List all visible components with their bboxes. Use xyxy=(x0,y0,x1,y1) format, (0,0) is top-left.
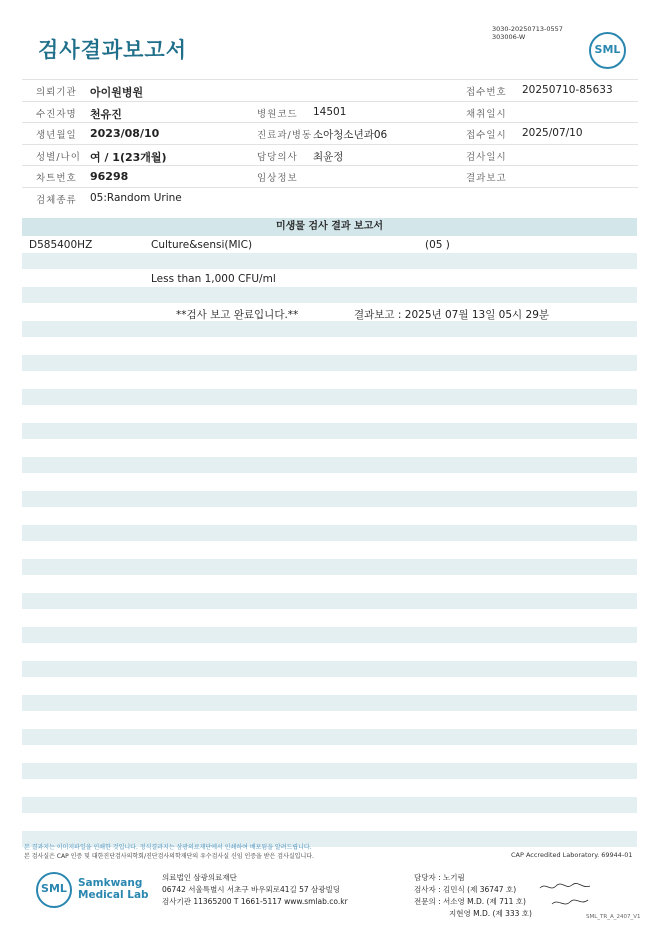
address-line-3: 검사기관 11365200 T 1661-5117 www.smlab.co.kr xyxy=(162,897,348,906)
value-birth-date: 2023/08/10 xyxy=(90,127,160,140)
doc-number-1: 3030-20250713-0557 xyxy=(492,25,563,33)
info-row xyxy=(22,79,638,102)
staff-line-3: 전문의 : 서소영 M.D. (제 711 호) xyxy=(414,897,526,906)
info-row xyxy=(22,145,638,167)
result-row-stripe xyxy=(22,287,637,303)
value-receipt-date: 2025/07/10 xyxy=(522,127,583,139)
value-sex-age: 여 / 1(23개월) xyxy=(90,150,167,164)
report-time: 결과보고 : 2025년 07월 13일 05시 29분 xyxy=(354,309,550,321)
value-receipt-no: 20250710-85633 xyxy=(522,84,613,96)
doc-number-2: 303006-W xyxy=(492,33,526,41)
document-number xyxy=(492,25,563,41)
result-row-stripe xyxy=(22,423,637,439)
value-department: 소아청소년과06 xyxy=(313,129,388,141)
page-title: 검사결과보고서 xyxy=(38,38,188,62)
value-specimen-type: 05:Random Urine xyxy=(90,191,182,204)
specimen-code: (05 ) xyxy=(425,239,450,251)
brand-line-2: Medical Lab xyxy=(78,889,149,901)
result-finding: Less than 1,000 CFU/ml xyxy=(151,273,276,285)
label-hospital-code: 병원코드 xyxy=(257,108,298,120)
result-row-stripe xyxy=(22,763,637,779)
result-row-stripe xyxy=(22,491,637,507)
signature-image xyxy=(538,880,598,910)
footer-note-cap: 본 검사실은 CAP 인증 및 대한진단검사의학회/진단검사의학재단의 우수검사실 신임 인증을 받은 검사실입니다. xyxy=(24,853,314,860)
label-clinical-info: 임상정보 xyxy=(257,173,298,184)
sml-footer-logo: SML xyxy=(36,872,72,908)
result-section-header: 미생물 검사 결과 보고서 xyxy=(22,218,637,236)
result-row-stripe xyxy=(22,661,637,677)
label-collection-date: 채취일시 xyxy=(466,108,507,120)
test-code: D585400HZ xyxy=(29,239,93,251)
label-requesting-org: 의뢰기관 xyxy=(36,87,77,98)
report-complete-message: **검사 보고 완료입니다.** xyxy=(176,309,299,321)
sml-logo: SML xyxy=(589,32,626,69)
info-row xyxy=(22,123,638,145)
result-row-stripe xyxy=(22,627,637,643)
result-row-stripe xyxy=(22,797,637,813)
result-row-stripe xyxy=(22,729,637,745)
label-chart-no: 차트번호 xyxy=(36,173,77,184)
value-patient-name: 천유진 xyxy=(90,107,122,121)
staff-line-1: 담당자 : 노기림 xyxy=(414,873,465,882)
info-row xyxy=(22,166,638,188)
value-doctor: 최윤정 xyxy=(313,150,344,163)
label-birth-date: 생년월일 xyxy=(36,130,77,141)
address-line-2: 06742 서울특별시 서초구 바우뫼로41길 57 삼광빌딩 xyxy=(162,885,341,894)
value-chart-no: 96298 xyxy=(90,170,129,183)
result-row-stripe xyxy=(22,457,637,473)
label-result-report: 결과보고 xyxy=(466,173,507,184)
footer-staff xyxy=(414,872,532,920)
result-row-stripe xyxy=(22,321,637,337)
result-row-stripe xyxy=(22,695,637,711)
label-doctor: 담당의사 xyxy=(257,151,298,163)
footer-address xyxy=(162,872,348,908)
test-name: Culture&sensi(MIC) xyxy=(151,239,253,251)
info-row xyxy=(22,188,638,209)
brand-line-1: Samkwang xyxy=(78,877,143,889)
result-row-stripe xyxy=(22,355,637,371)
label-department: 진료과/병동 xyxy=(257,130,313,141)
value-hospital-code: 14501 xyxy=(313,105,347,118)
label-sex-age: 성별/나이 xyxy=(36,151,81,163)
result-row-stripe xyxy=(22,525,637,541)
brand-name xyxy=(78,877,149,901)
cap-accreditation: CAP Accredited Laboratory. 69944-01 xyxy=(511,851,633,859)
label-test-date: 검사일시 xyxy=(466,151,507,163)
staff-line-4: 지현영 M.D. (제 333 호) xyxy=(449,909,532,918)
address-line-1: 의료법인 삼광의료재단 xyxy=(162,873,237,882)
form-version: SML_TR_A_2407_V1 xyxy=(586,914,641,920)
label-receipt-no: 접수번호 xyxy=(466,87,507,98)
label-patient-name: 수진자명 xyxy=(36,108,77,120)
result-row-stripe xyxy=(22,593,637,609)
result-row-stripe xyxy=(22,559,637,575)
result-row-stripe xyxy=(22,253,637,269)
patient-info-table xyxy=(22,79,638,208)
footer-note-image: 본 결과지는 이미지파일을 인쇄한 것입니다. 정식결과지는 삼광의료재단에서 인쇄하여 배포됨을 알려드립니다. xyxy=(24,844,312,851)
value-requesting-org: 아이원병원 xyxy=(90,86,144,99)
result-row-stripe xyxy=(22,389,637,405)
staff-line-2: 검사자 : 김민식 (제 36747 호) xyxy=(414,885,517,894)
label-specimen-type: 검체종류 xyxy=(36,194,77,206)
label-receipt-date: 접수일시 xyxy=(466,130,507,141)
info-row xyxy=(22,102,638,124)
